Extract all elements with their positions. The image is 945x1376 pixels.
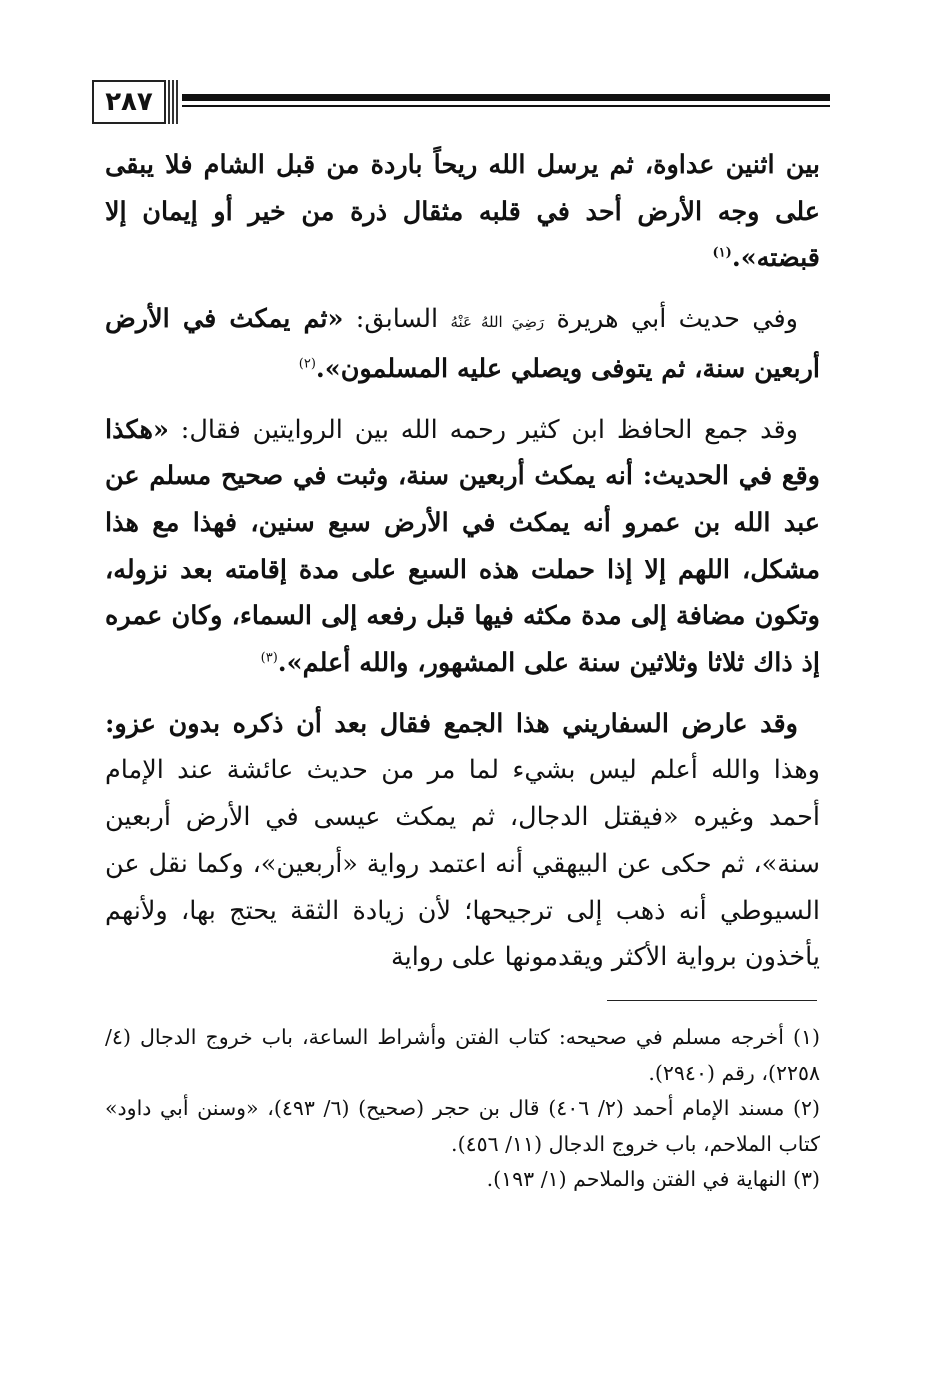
paragraph-4-text: وهذا والله أعلم ليس بشيء لما مر من حديث عائشة عند الإمام أحمد وغيره «فيقتل الدجال، ثم يمكث عيسى في الأرض أربعين سنة»، ثم حكى عن البيهقي أنه اعتمد رواية «أربعين»، وكما نقل عن السيوطي أنه ذهب إلى ترجيحها؛ لأن زيادة الثقة يحتج بها، ولأنهم يأخذون برواية الأكثر ويقدمونها على رواية bbox=[105, 755, 820, 973]
page-header bbox=[92, 80, 830, 130]
paragraph-4-bold: وقد عارض السفاريني هذا الجمع فقال بعد أن ذكره بدون عزو: bbox=[105, 708, 798, 739]
paragraph-2-intro: وفي حديث أبي هريرة bbox=[556, 304, 798, 335]
footnote-3: (٣) النهاية في الفتن والملاحم (١/ ١٩٣). bbox=[486, 1167, 820, 1191]
header-hatch-ornament bbox=[168, 80, 180, 124]
paragraph-1-text: بين اثنين عداوة، ثم يرسل الله ريحاً باردة من قبل الشام فلا يبقى على وجه الأرض أحد في قلبه مثقال ذرة من خير أو إيمان إلا قبضته». bbox=[105, 150, 820, 274]
header-rule-thin bbox=[182, 105, 830, 107]
paragraph-3-intro: وقد جمع الحافظ ابن كثير رحمه الله بين الروايتين فقال: bbox=[180, 414, 798, 445]
main-text bbox=[105, 142, 820, 995]
honorific-glyph: رَضِيَ اللهُ عَنْهُ bbox=[450, 313, 545, 332]
paragraph-3 bbox=[105, 407, 820, 687]
footnote-1: (١) أخرجه مسلم في صحيحه: كتاب الفتن وأشراط الساعة، باب خروج الدجال (٤/ ٢٢٥٨)، رقم (٢٩٤٠). bbox=[105, 1025, 820, 1085]
paragraph-2 bbox=[105, 296, 820, 392]
footnotes bbox=[105, 1020, 820, 1198]
footnote-ref-1: (١) bbox=[712, 245, 732, 261]
paragraph-3-quote: «هكذا وقع في الحديث: أنه يمكث أربعين سنة، وثبت في صحيح مسلم عن عبد الله بن عمرو أنه يمكث في الأرض سبع سنين، فهذا مع هذا مشكل، اللهم إلا إذا حملت هذه السبع على مدة إقامته بعد نزوله، وتكون مضافة إلى مدة مكثه فيها قبل رفعه إلى السماء، وكان عمره إذ ذاك ثلاثا وثلاثين سنة على المشهور، والله أعلم». bbox=[105, 414, 820, 679]
paragraph-2-mid: السابق: bbox=[355, 304, 439, 335]
header-rule-thick bbox=[182, 94, 830, 101]
paragraph-2-quote: «ثم يمكث في الأرض أربعين سنة، ثم يتوفى ويصلي عليه المسلمون». bbox=[105, 304, 820, 384]
footnote-2: (٢) مسند الإمام أحمد (٢/ ٤٠٦) قال بن حجر (صحيح) (٦/ ٤٩٣)، «وسنن أبي داود» كتاب الملاحم، باب خروج الدجال (١١/ ٤٥٦). bbox=[105, 1096, 820, 1156]
footnote-separator bbox=[607, 1000, 817, 1001]
paragraph-1 bbox=[105, 142, 820, 282]
paragraph-4 bbox=[105, 701, 820, 981]
footnote-ref-2: (٢) bbox=[298, 356, 316, 372]
page-number: ٢٨٧ bbox=[92, 80, 166, 124]
footnote-ref-3: (٣) bbox=[260, 650, 278, 666]
